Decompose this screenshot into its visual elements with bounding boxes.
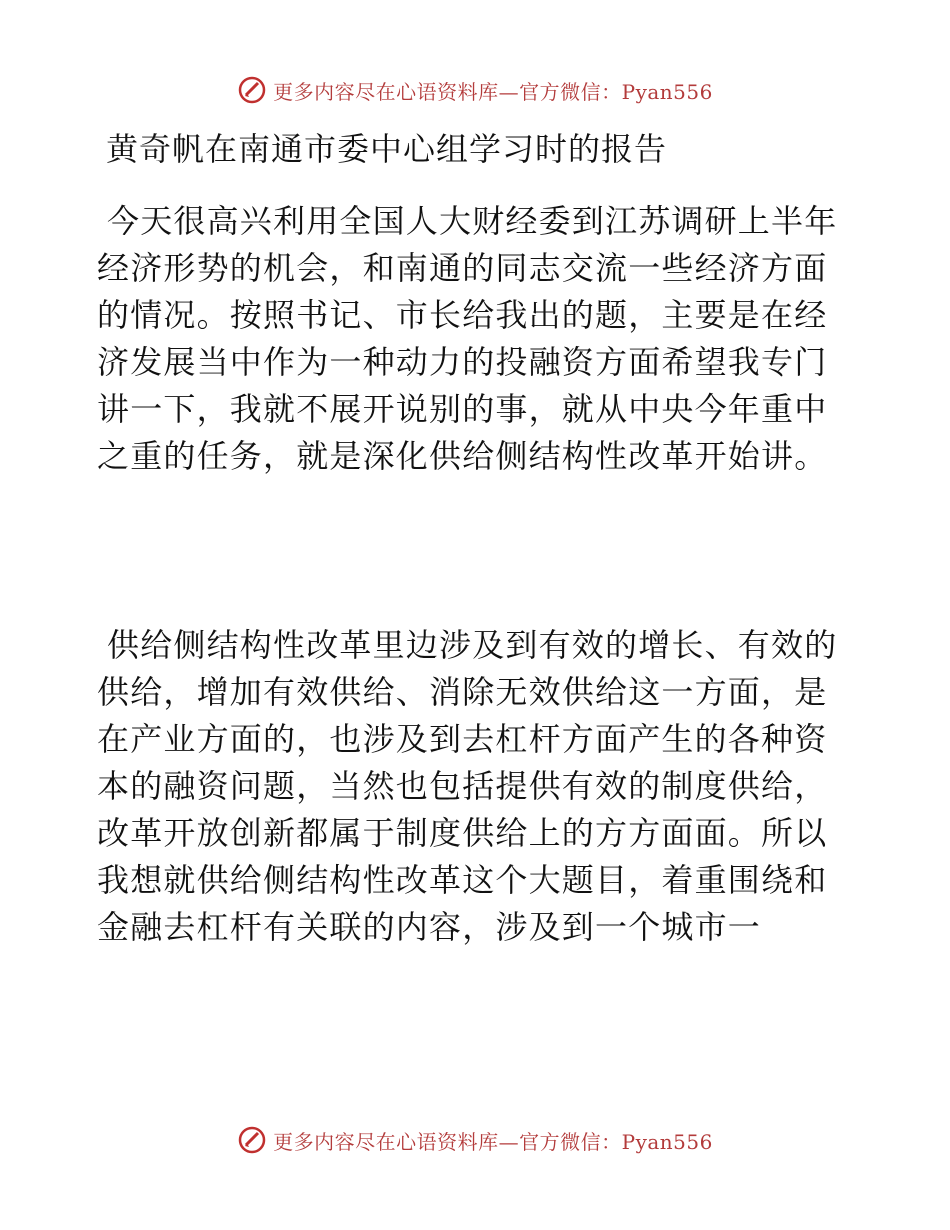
brand-logo-icon (237, 1125, 267, 1155)
footer-banner (0, 1120, 950, 1160)
brand-logo-icon (237, 75, 267, 105)
header-banner-text: 更多内容尽在心语资料库—官方微信：Pyan556 (273, 79, 713, 104)
document-title: 黄奇帆在南通市委中心组学习时的报告 (106, 130, 668, 168)
header-banner (0, 70, 950, 110)
paragraph-2: 供给侧结构性改革里边涉及到有效的增长、有效的供给，增加有效供给、消除无效供给这一方面，是在产业方面的，也涉及到去杠杆方面产生的各种资本的融资问题，当然也包括提供有效的制度供给，改革开放创新都属于制度供给上的方方面面。所以我想就供给侧结构性改革这个大题目，着重围绕和金融去杠杆有关联的内容，涉及到一个城市一 (97, 626, 838, 946)
footer-banner-text: 更多内容尽在心语资料库—官方微信：Pyan556 (273, 1129, 713, 1154)
paragraph-1: 今天很高兴利用全国人大财经委到江苏调研上半年经济形势的机会，和南通的同志交流一些经济方面的情况。按照书记、市长给我出的题，主要是在经济发展当中作为一种动力的投融资方面希望我专门讲一下，我就不展开说别的事，就从中央今年重中之重的任务，就是深化供给侧结构性改革开始讲。 (97, 202, 838, 475)
